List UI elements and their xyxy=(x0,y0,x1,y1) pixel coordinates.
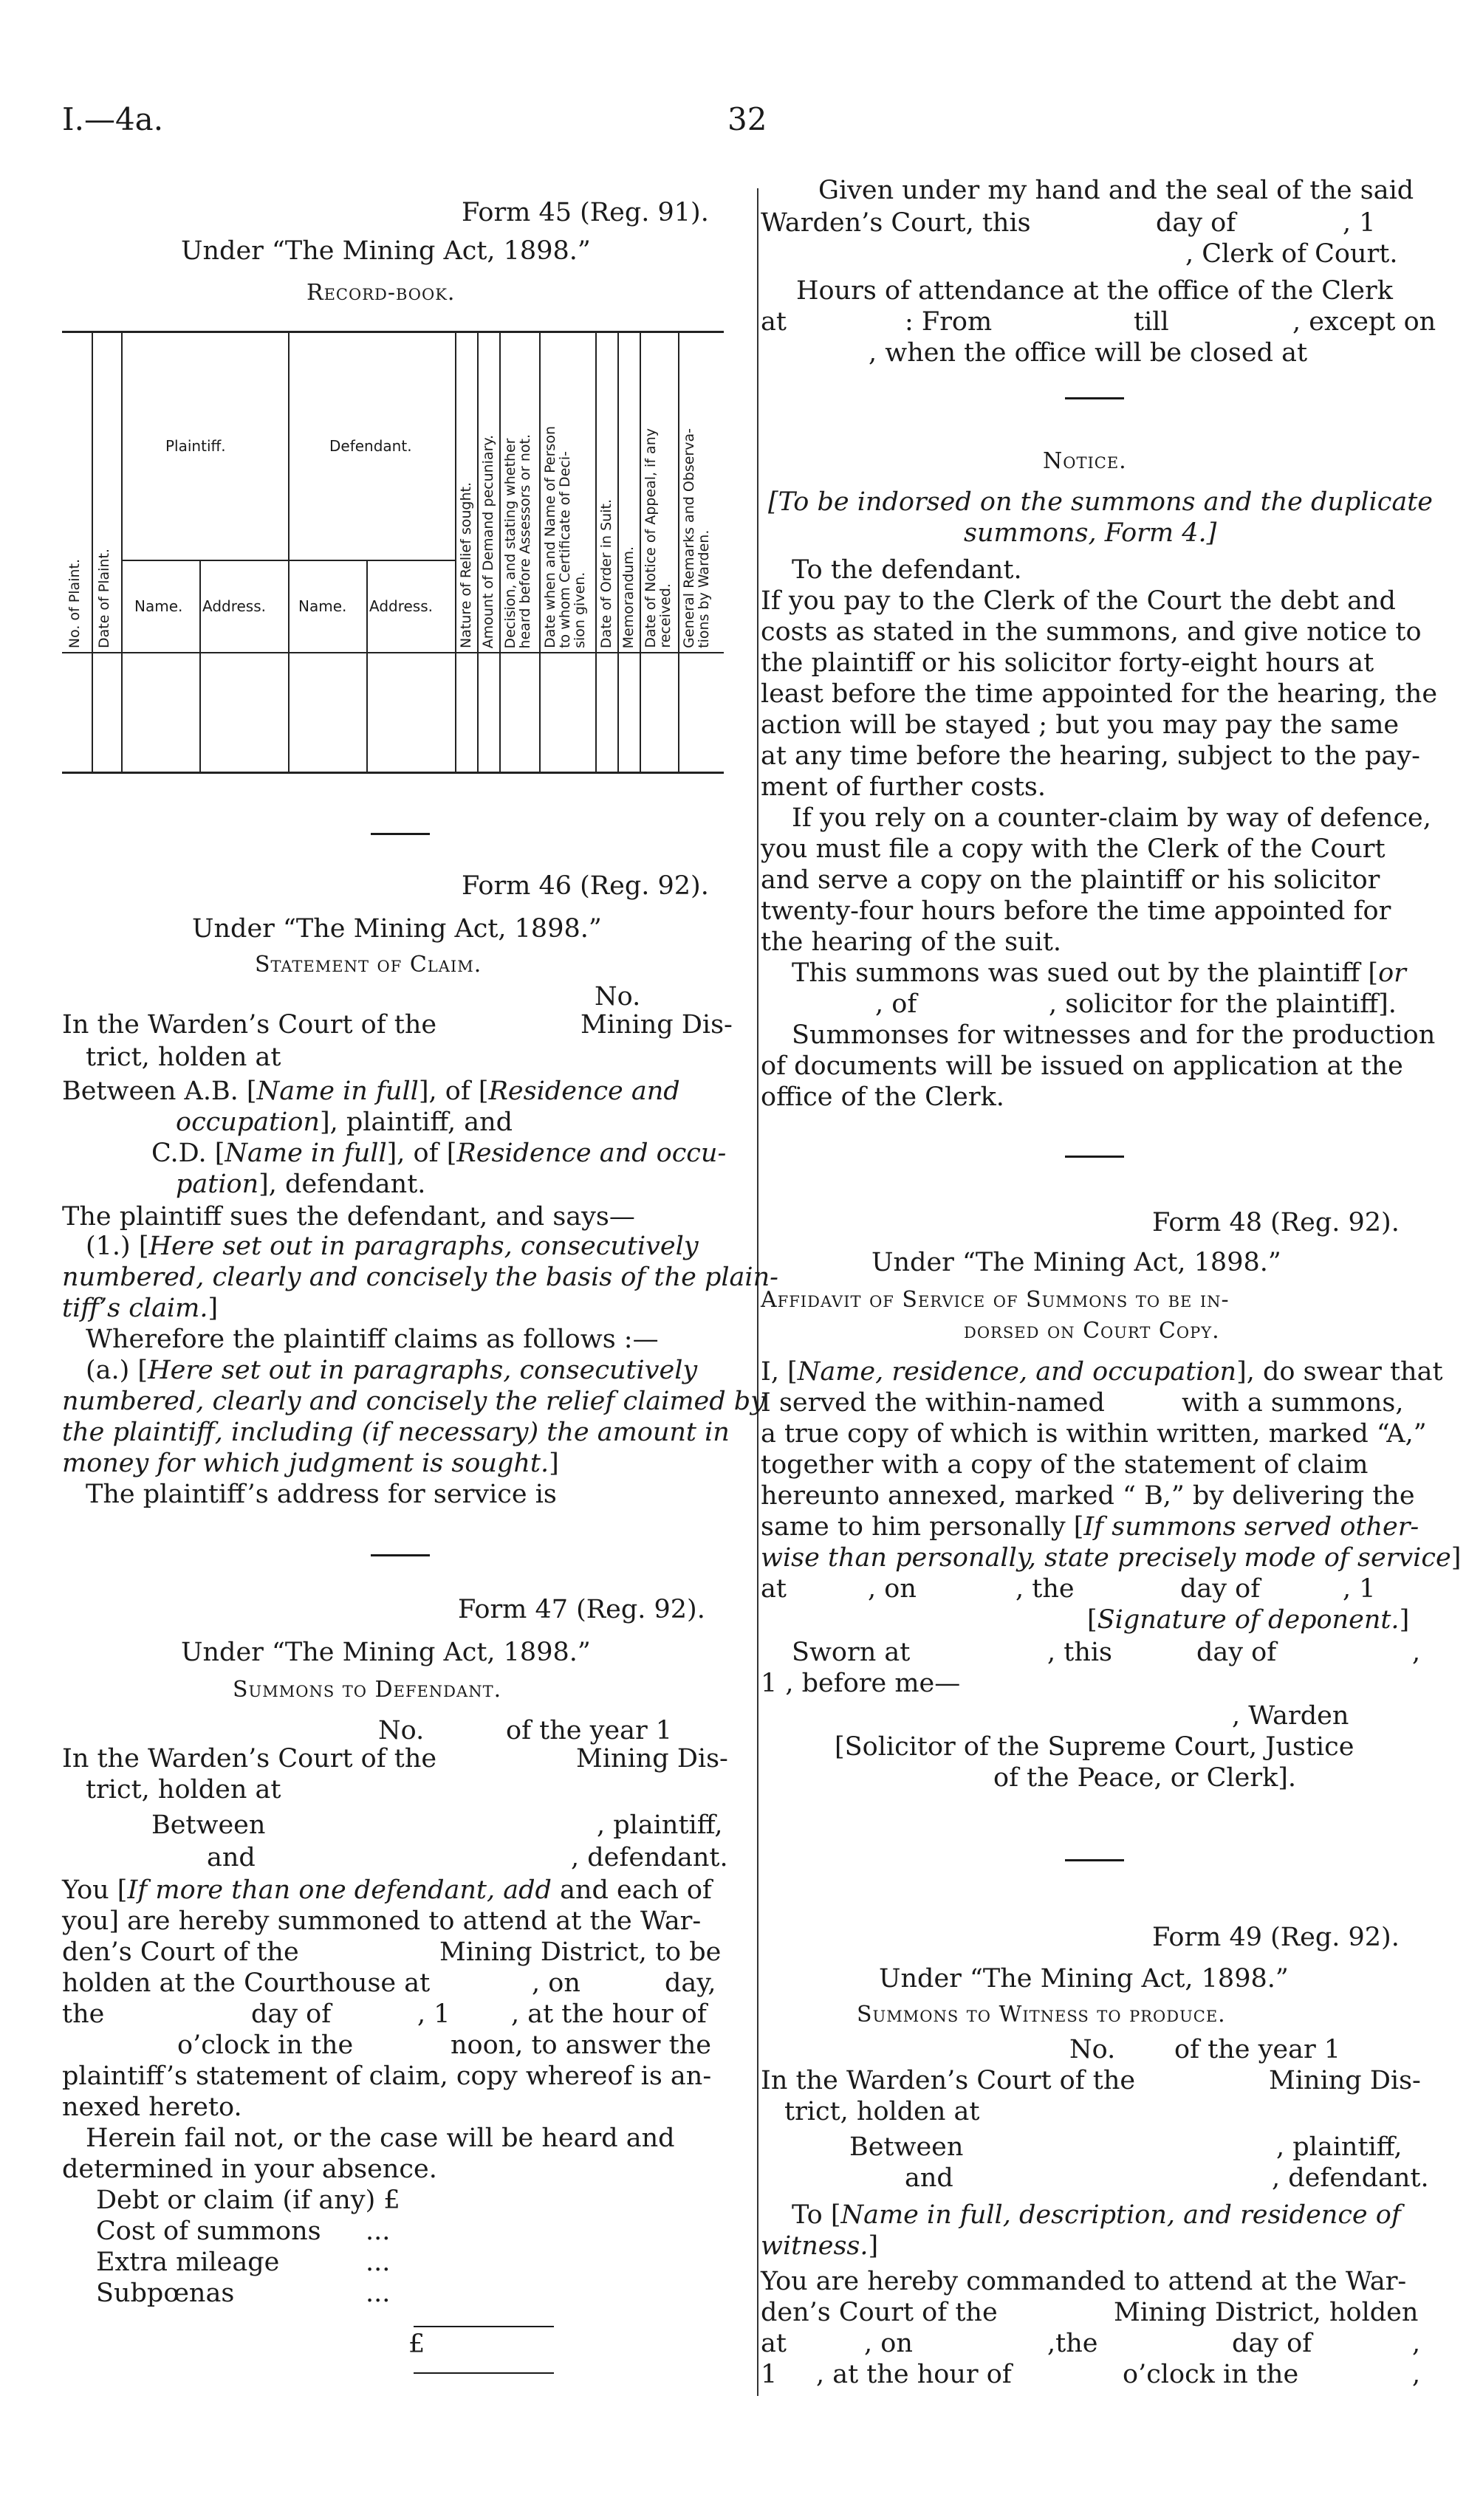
text-line: , xyxy=(1412,1638,1421,1667)
divider xyxy=(1065,397,1124,399)
text-line: The plaintiff’s address for service is xyxy=(86,1480,557,1509)
text-line: , solicitor for the plaintiff]. xyxy=(1049,989,1397,1019)
form48-act: Under “The Mining Act, 1898.” xyxy=(871,1248,1281,1277)
text-line: day of xyxy=(1232,2329,1312,2358)
text-line: Herein fail not, or the case will be heard and xyxy=(86,2124,675,2153)
col-amount-of-demand: Amount of Demand pecuniary. xyxy=(480,434,496,648)
text-line: the plaintiff or his solicitor forty-eight hours at xyxy=(761,648,1374,678)
text-line: [Signature of deponent.] xyxy=(1087,1605,1410,1635)
col-date-of-plaint: Date of Plaint. xyxy=(96,549,112,648)
text-line: Given under my hand and the seal of the said xyxy=(818,176,1414,205)
text-line: at xyxy=(761,1574,787,1604)
text-line: Sworn at xyxy=(792,1638,911,1667)
text-line: till xyxy=(1134,307,1169,337)
form47-title: Form 47 (Reg. 92). xyxy=(458,1595,705,1624)
text-line: [Solicitor of the Supreme Court, Justice xyxy=(835,1732,1354,1762)
form46-heading: Statement of Claim. xyxy=(255,952,482,978)
text-line: , defendant. xyxy=(571,1843,728,1872)
col-plaintiff-name: Name. xyxy=(134,597,183,615)
text-line: you must file a copy with the Clerk of the Court xyxy=(761,834,1386,864)
text-line: , on xyxy=(868,1574,917,1604)
text-line: and xyxy=(207,1843,256,1872)
text-line: No. xyxy=(1069,2035,1116,2064)
text-line: the plaintiff, including (if necessary) the amount in xyxy=(62,1418,730,1447)
text-line: , 1 xyxy=(417,1999,451,2029)
text-line: Extra mileage xyxy=(96,2248,280,2277)
form49-heading: Summons to Witness to produce. xyxy=(857,2002,1226,2028)
text-line: plaintiff’s statement of claim, copy whereof is an- xyxy=(62,2061,712,2091)
text-line: Mining Dis- xyxy=(576,1744,728,1774)
text-line: You are hereby commanded to attend at the War- xyxy=(761,2267,1407,2296)
text-line: ... xyxy=(366,2279,391,2308)
text-line: [To be indorsed on the summons and the duplicate xyxy=(768,487,1434,517)
text-line: day of xyxy=(1180,1574,1261,1604)
text-line: occupation], plaintiff, and xyxy=(176,1108,513,1137)
text-line: least before the time appointed for the hearing, the xyxy=(761,679,1438,709)
text-line: of documents will be issued on application at the xyxy=(761,1051,1403,1081)
text-line: Warden’s Court, this xyxy=(761,208,1031,238)
text-line: I, [Name, residence, and occupation], do swear that xyxy=(761,1357,1443,1387)
text-line: at xyxy=(761,307,787,337)
text-line: of the year 1 xyxy=(506,1716,673,1745)
form47-heading: Summons to Defendant. xyxy=(233,1677,502,1703)
text-line: of the Peace, or Clerk]. xyxy=(993,1763,1297,1793)
divider xyxy=(371,1554,430,1556)
text-line: , at the hour of xyxy=(816,2360,1012,2389)
text-line: summons, Form 4.] xyxy=(964,518,1217,548)
text-line: Subpœnas xyxy=(96,2279,235,2308)
text-line: witness.] xyxy=(761,2231,879,2261)
text-line: with a summons, xyxy=(1182,1388,1404,1418)
col-defendant: Defendant. xyxy=(329,437,412,455)
text-line: numbered, clearly and concisely the relief claimed by xyxy=(62,1387,765,1416)
text-line: ment of further costs. xyxy=(761,772,1046,802)
form48-heading-1: Affidavit of Service of Summons to be in- xyxy=(761,1287,1230,1313)
col-general-remarks: General Remarks and Observa- tions by Warden. xyxy=(681,428,712,648)
text-line: , on xyxy=(864,2329,913,2358)
form49-title: Form 49 (Reg. 92). xyxy=(1152,1923,1400,1952)
text-line: same to him personally [If summons served other- xyxy=(761,1512,1419,1542)
text-line: Wherefore the plaintiff claims as follows :— xyxy=(86,1325,659,1354)
text-line: nexed hereto. xyxy=(62,2092,242,2122)
form49-act: Under “The Mining Act, 1898.” xyxy=(879,1964,1289,1994)
form46-no: No. xyxy=(595,982,641,1012)
text-line: C.D. [Name in full], of [Residence and occu- xyxy=(151,1139,727,1168)
text-line: the hearing of the suit. xyxy=(761,927,1062,957)
col-date-of-order: Date of Order in Suit. xyxy=(598,498,614,648)
text-line: costs as stated in the summons, and give notice to xyxy=(761,617,1422,647)
text-line: , the xyxy=(1016,1574,1075,1604)
text-line: o’clock in the xyxy=(177,2030,354,2060)
text-line: , at the hour of xyxy=(511,1999,707,2029)
text-line: 1 , before me— xyxy=(761,1669,961,1698)
form45-title: Form 45 (Reg. 91). xyxy=(462,198,709,227)
text-line: and serve a copy on the plaintiff or his solicitor xyxy=(761,865,1380,895)
text-line: money for which judgment is sought.] xyxy=(62,1449,559,1478)
text-line: Mining Dis- xyxy=(1269,2066,1421,2095)
text-line: 1 xyxy=(761,2360,778,2389)
col-plaintiff: Plaintiff. xyxy=(165,437,226,455)
text-line: In the Warden’s Court of the xyxy=(761,2066,1136,2095)
text-line: trict, holden at xyxy=(86,1043,281,1072)
col-decision: Decision, and stating whether heard before Assessors or not. xyxy=(502,433,533,648)
text-line: day of xyxy=(251,1999,332,2029)
text-line: If you pay to the Clerk of the Court the debt and xyxy=(761,586,1396,616)
text-line: trict, holden at xyxy=(784,2097,980,2126)
text-line: action will be stayed ; but you may pay the same xyxy=(761,710,1400,740)
form47-act: Under “The Mining Act, 1898.” xyxy=(181,1638,591,1667)
divider xyxy=(1065,1156,1124,1158)
text-line: office of the Clerk. xyxy=(761,1082,1004,1112)
text-line: I served the within-named xyxy=(761,1388,1105,1418)
text-line: together with a copy of the statement of claim xyxy=(761,1450,1369,1480)
text-line: Between xyxy=(151,1810,266,1840)
text-line: , of xyxy=(875,989,917,1019)
text-line: ... xyxy=(366,2217,391,2246)
text-line: Between xyxy=(849,2132,964,2162)
col-no-of-plaint: No. of Plaint. xyxy=(66,558,83,648)
text-line: o’clock in the xyxy=(1123,2360,1299,2389)
text-line: determined in your absence. xyxy=(62,2155,437,2184)
text-line: In the Warden’s Court of the xyxy=(62,1010,437,1040)
col-defendant-name: Name. xyxy=(298,597,347,615)
text-line: ... xyxy=(366,2248,391,2277)
text-line: To the defendant. xyxy=(792,555,1022,585)
col-notice-of-appeal: Date of Notice of Appeal, if any received. xyxy=(643,428,674,648)
text-line: , when the office will be closed at xyxy=(869,338,1308,368)
text-line: pation], defendant. xyxy=(176,1170,426,1199)
text-line: , Clerk of Court. xyxy=(1185,239,1398,269)
text-line: Between A.B. [Name in full], of [Residence and xyxy=(62,1077,680,1106)
text-line: Cost of summons xyxy=(96,2217,321,2246)
text-line: day of xyxy=(1156,208,1236,238)
text-line: , 1 xyxy=(1343,208,1376,238)
text-line: , Warden xyxy=(1232,1701,1349,1731)
text-line: at any time before the hearing, subject to the pay- xyxy=(761,741,1420,771)
text-line: : From xyxy=(905,307,993,337)
text-line: Mining District, holden xyxy=(1114,2298,1419,2327)
text-line: den’s Court of the xyxy=(62,1937,299,1967)
text-line: you] are hereby summoned to attend at the War- xyxy=(62,1906,702,1936)
text-line: No. xyxy=(378,1716,425,1745)
text-line: , on xyxy=(532,1968,580,1998)
text-line: , plaintiff, xyxy=(1276,2132,1402,2162)
text-line: tiff’s claim.] xyxy=(62,1294,219,1323)
text-line: (a.) [Here set out in paragraphs, consecutively xyxy=(86,1356,698,1385)
text-line: This summons was sued out by the plaintiff [or xyxy=(792,958,1406,988)
text-line: and xyxy=(905,2163,953,2193)
text-line: , except on xyxy=(1292,307,1436,337)
series-code: I.—4a. xyxy=(62,101,164,137)
text-line: twenty-four hours before the time appointed for xyxy=(761,896,1391,926)
text-line: day, xyxy=(665,1968,716,1998)
text-line: numbered, clearly and concisely the basis of the plain- xyxy=(62,1263,778,1292)
text-line: The plaintiff sues the defendant, and says— xyxy=(62,1202,635,1232)
sum-rule xyxy=(414,2326,554,2327)
page-number: 32 xyxy=(727,101,767,137)
text-line: trict, holden at xyxy=(86,1775,281,1805)
text-line: , defendant. xyxy=(1272,2163,1429,2193)
text-line: Summonses for witnesses and for the production xyxy=(792,1020,1436,1050)
col-defendant-address: Address. xyxy=(369,597,434,615)
text-line: a true copy of which is within written, marked “A,” xyxy=(761,1419,1427,1449)
divider xyxy=(1065,1859,1124,1861)
divider xyxy=(371,833,430,835)
sum-rule xyxy=(414,2372,554,2374)
text-line: If you rely on a counter-claim by way of defence, xyxy=(792,803,1431,833)
text-line: ,the xyxy=(1047,2329,1098,2358)
text-line: In the Warden’s Court of the xyxy=(62,1744,437,1774)
text-line: You [If more than one defendant, add and each of xyxy=(62,1875,712,1905)
text-line: Hours of attendance at the office of the Clerk xyxy=(796,276,1393,306)
notice-heading: Notice. xyxy=(1043,448,1127,474)
text-line: the xyxy=(62,1999,105,2029)
form48-heading-2: dorsed on Court Copy. xyxy=(964,1318,1220,1344)
text-line: holden at the Courthouse at xyxy=(62,1968,431,1998)
text-line: To [Name in full, description, and residence of xyxy=(792,2200,1401,2230)
text-line: den’s Court of the xyxy=(761,2298,998,2327)
form45-heading: Record-book. xyxy=(306,280,456,306)
text-line: Mining Dis- xyxy=(580,1010,733,1040)
col-nature-of-relief: Nature of Relief sought. xyxy=(458,482,474,648)
record-book-table xyxy=(62,331,724,774)
text-line: Debt or claim (if any) £ xyxy=(96,2186,400,2215)
text-line: £ xyxy=(408,2330,425,2359)
text-line: (1.) [Here set out in paragraphs, consecutively xyxy=(86,1232,699,1261)
text-line: day of xyxy=(1196,1638,1277,1667)
text-line: hereunto annexed, marked “ B,” by delivering the xyxy=(761,1481,1415,1511)
text-line: Mining District, to be xyxy=(439,1937,722,1967)
text-line: , this xyxy=(1047,1638,1113,1667)
text-line: wise than personally, state precisely mode of service] xyxy=(761,1543,1462,1573)
col-certificate: Date when and Name of Person to whom Certificate of Deci- sion given. xyxy=(542,426,588,648)
text-line: , 1 xyxy=(1343,1574,1376,1604)
text-line: , xyxy=(1412,2360,1421,2389)
form45-act: Under “The Mining Act, 1898.” xyxy=(181,236,591,266)
form46-act: Under “The Mining Act, 1898.” xyxy=(192,914,602,944)
text-line: , xyxy=(1412,2329,1421,2358)
text-line: of the year 1 xyxy=(1174,2035,1341,2064)
text-line: noon, to answer the xyxy=(451,2030,711,2060)
form46-title: Form 46 (Reg. 92). xyxy=(462,871,709,901)
col-plaintiff-address: Address. xyxy=(202,597,267,615)
text-line: , plaintiff, xyxy=(597,1810,723,1840)
form48-title: Form 48 (Reg. 92). xyxy=(1152,1208,1400,1237)
col-memorandum: Memorandum. xyxy=(620,546,637,648)
text-line: at xyxy=(761,2329,787,2358)
